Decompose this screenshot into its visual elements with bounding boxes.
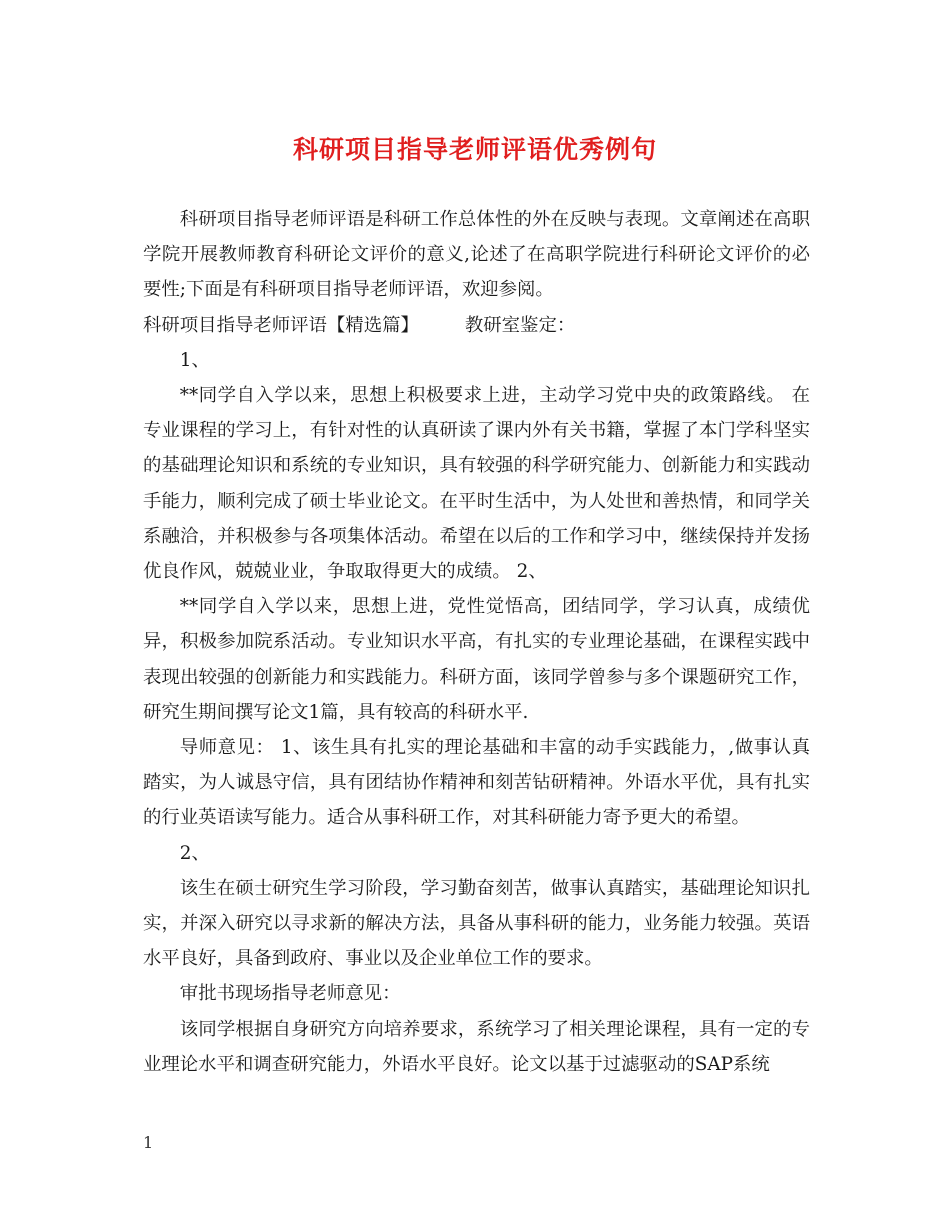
- review-heading: 审批书现场指导老师意见：: [179, 983, 401, 1005]
- page-number: 1: [143, 1133, 154, 1152]
- advisor-opinion-paragraph: 导师意见： 1、该生具有扎实的理论基础和丰富的动手实践能力，,做事认真踏实，为人诚恳守信，具有团结协作精神和刻苦钻研精神。外语水平优，具有扎实的行业英语读写能力。适合从事科研工作，对其科研能力寄予更大的希望。: [143, 737, 810, 829]
- document-body: [143, 202, 810, 1082]
- section-subheading: 教研室鉴定：: [464, 314, 576, 336]
- document-title: 科研项目指导老师评语优秀例句: [292, 135, 657, 164]
- item-number-2: 2、: [179, 842, 210, 864]
- item-number-1: 1、: [179, 349, 210, 371]
- section-heading-line: [143, 308, 810, 343]
- evaluation-paragraph-2: **同学自入学以来，思想上进，党性觉悟高，团结同学，学习认真，成绩优异，积极参加院系活动。专业知识水平高，有扎实的专业理论基础，在课程实践中表现出较强的创新能力和实践能力。科研方面，该同学曾参与多个课题研究工作，研究生期间撰写论文1篇，具有较高的科研水平.: [143, 596, 810, 723]
- evaluation-paragraph-1: **同学自入学以来，思想上积极要求上进，主动学习党中央的政策路线。 在专业课程的学习上，有针对性的认真研读了课内外有关书籍，掌握了本门学科坚实的基础理论知识和系统的专业知识，具有较强的科学研究能力、创新能力和实践动手能力，顺利完成了硕士毕业论文。在平时生活中，为人处世和善热情，和同学关系融洽，并积极参与各项集体活动。希望在以后的工作和学习中，继续保持并发扬优良作风，兢兢业业，争取取得更大的成绩。 2、: [143, 385, 810, 583]
- evaluation-paragraph-3: 该生在硕士研究生学习阶段，学习勤奋刻苦，做事认真踏实，基础理论知识扎实，并深入研究以寻求新的解决方法，具备从事科研的能力，业务能力较强。英语水平良好，具备到政府、事业以及企业单位工作的要求。: [143, 877, 810, 970]
- section-heading: 科研项目指导老师评语【精选篇】: [143, 314, 419, 336]
- intro-paragraph: 科研项目指导老师评语是科研工作总体性的外在反映与表现。文章阐述在高职学院开展教师教育科研论文评价的意义,论述了在高职学院进行科研论文评价的必要性;下面是有科研项目指导老师评语，欢迎参阅。: [143, 209, 810, 301]
- review-paragraph: 该同学根据自身研究方向培养要求，系统学习了相关理论课程，具有一定的专业理论水平和调查研究能力，外语水平良好。论文以基于过滤驱动的SAP系统: [143, 1018, 810, 1075]
